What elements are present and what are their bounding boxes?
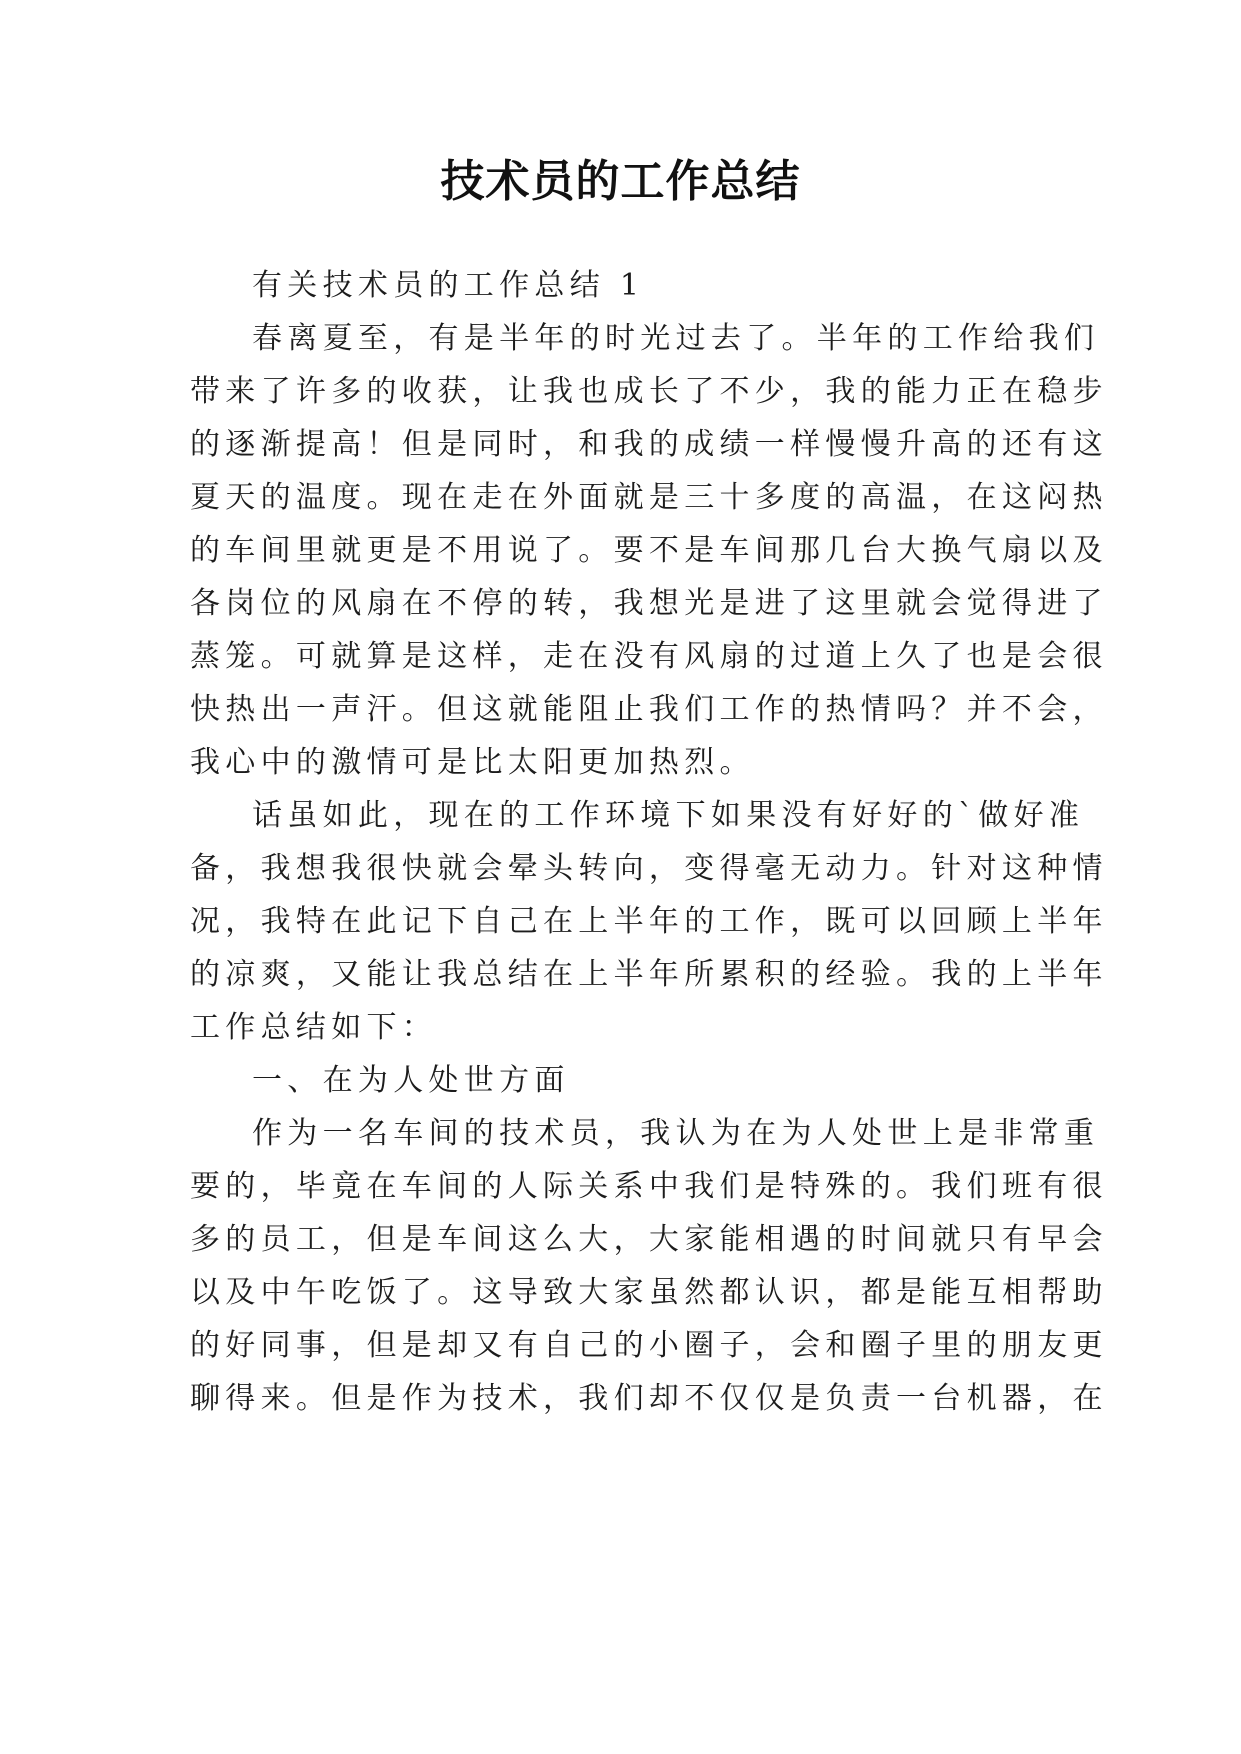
paragraph-line: 带来了许多的收获，让我也成长了不少，我的能力正在稳步 bbox=[190, 374, 1108, 409]
paragraph-line: 工作总结如下： bbox=[190, 1010, 438, 1045]
paragraph-line: 蒸笼。可就算是这样，走在没有风扇的过道上久了也是会很 bbox=[190, 639, 1108, 674]
paragraph-line: 我心中的激情可是比太阳更加热烈。 bbox=[190, 745, 755, 780]
paragraph-line: 况，我特在此记下自己在上半年的工作，既可以回顾上半年 bbox=[190, 904, 1108, 939]
paragraph-line: 的车间里就更是不用说了。要不是车间那几台大换气扇以及 bbox=[190, 533, 1108, 568]
paragraph-line: 夏天的温度。现在走在外面就是三十多度的高温，在这闷热 bbox=[190, 480, 1108, 515]
paragraph-line: 要的，毕竟在车间的人际关系中我们是特殊的。我们班有很 bbox=[190, 1169, 1108, 1204]
section-heading: 一、在为人处世方面 bbox=[252, 1063, 570, 1098]
paragraph-line: 多的员工，但是车间这么大，大家能相遇的时间就只有早会 bbox=[190, 1222, 1108, 1257]
document-title: 技术员的工作总结 bbox=[440, 156, 801, 207]
paragraph-line: 话虽如此，现在的工作环境下如果没有好好的`做好准 bbox=[252, 798, 1085, 833]
paragraph-line: 春离夏至，有是半年的时光过去了。半年的工作给我们 bbox=[252, 321, 1100, 356]
paragraph-line: 作为一名车间的技术员，我认为在为人处世上是非常重 bbox=[252, 1116, 1100, 1151]
paragraph-line: 各岗位的风扇在不停的转，我想光是进了这里就会觉得进了 bbox=[190, 586, 1108, 621]
paragraph-line: 的逐渐提高！但是同时，和我的成绩一样慢慢升高的还有这 bbox=[190, 427, 1108, 462]
section-heading: 有关技术员的工作总结 1 bbox=[252, 268, 645, 303]
paragraph-line: 备，我想我很快就会晕头转向，变得毫无动力。针对这种情 bbox=[190, 851, 1108, 886]
paragraph-line: 以及中午吃饭了。这导致大家虽然都认识，都是能互相帮助 bbox=[190, 1275, 1108, 1310]
paragraph-line: 的凉爽，又能让我总结在上半年所累积的经验。我的上半年 bbox=[190, 957, 1108, 992]
paragraph-line: 聊得来。但是作为技术，我们却不仅仅是负责一台机器，在 bbox=[190, 1381, 1108, 1416]
paragraph-line: 快热出一声汗。但这就能阻止我们工作的热情吗？并不会， bbox=[190, 692, 1108, 727]
paragraph-line: 的好同事，但是却又有自己的小圈子，会和圈子里的朋友更 bbox=[190, 1328, 1108, 1363]
